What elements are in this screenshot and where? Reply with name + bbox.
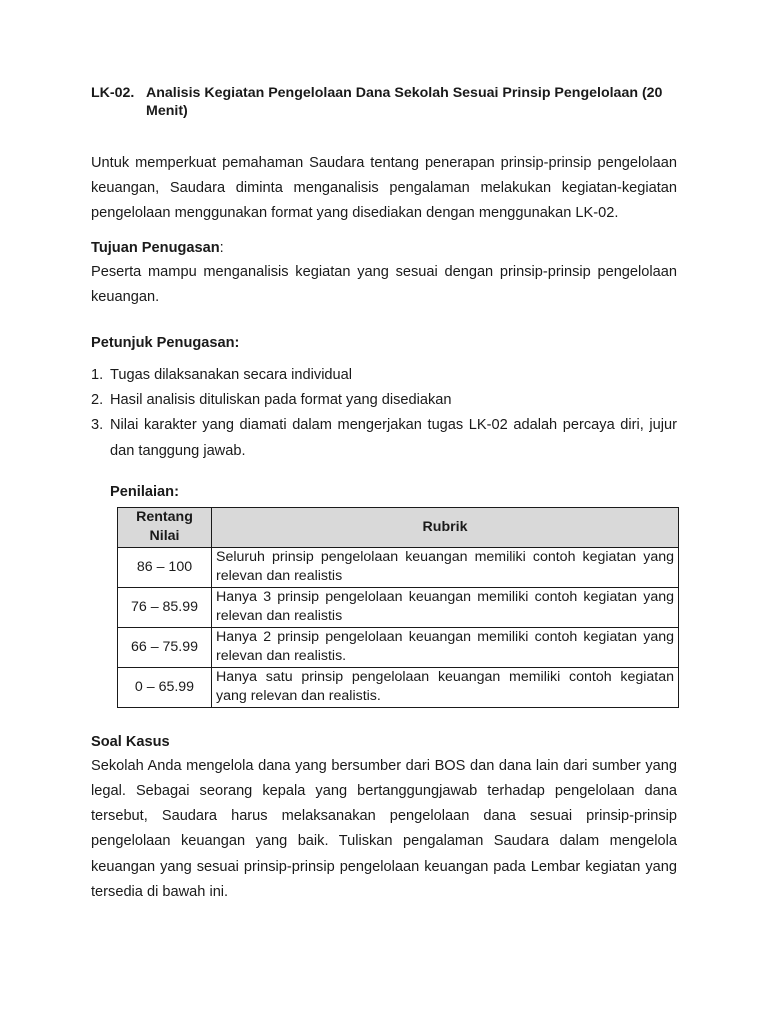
- tujuan-heading-colon: :: [219, 239, 224, 256]
- tujuan-heading-text: Tujuan Penugasan: [91, 239, 220, 256]
- petunjuk-heading: Petunjuk Penugasan:: [91, 335, 240, 352]
- penilaian-label: Penilaian:: [110, 483, 179, 500]
- list-item-text: Nilai karakter yang diamati dalam mengerjakan tugas LK-02 adalah percaya diri, jujur dan tanggung jawab.: [110, 417, 677, 459]
- header-rentang-nilai: Rentang Nilai: [118, 507, 212, 547]
- rubric-cell: Hanya 2 prinsip pengelolaan keuangan memiliki contoh kegiatan yang relevan dan realistis.: [212, 627, 679, 667]
- list-item-number: 1.: [91, 367, 104, 384]
- list-item-number: 3.: [91, 417, 104, 434]
- table-row: [118, 667, 679, 707]
- table-header-row: [118, 507, 679, 547]
- table-row: [118, 627, 679, 667]
- intro-paragraph: Untuk memperkuat pemahaman Saudara tentang penerapan prinsip-prinsip pengelolaan keuangan, Saudara diminta menganalisis pengalaman melakukan kegiatan-kegiatan pengelolaan menggunakan format yang disediakan dengan menggunakan LK-02.: [91, 155, 677, 222]
- soal-heading: Soal Kasus: [91, 733, 170, 750]
- range-cell: 86 – 100: [118, 547, 212, 587]
- list-item-number: 2.: [91, 392, 104, 409]
- rubric-cell: Seluruh prinsip pengelolaan keuangan memiliki contoh kegiatan yang relevan dan realistis: [212, 547, 679, 587]
- soal-paragraph: Sekolah Anda mengelola dana yang bersumber dari BOS dan dana lain dari sumber yang legal. Sebagai seorang kepala yang bertanggungjawab terhadap pengelolaan dana tersebut, Saudara harus melaksanakan pengelolaan dana sesuai prinsip-prinsip pengelolaan keuangan yang baik. Tuliskan pengalaman Saudara dalam mengelola keuangan yang sesuai prinsip-prinsip pengelolaan keuangan pada Lembar kegiatan yang tersedia di bawah ini.: [91, 757, 677, 900]
- document-page: [91, 84, 677, 905]
- range-cell: 0 – 65.99: [118, 667, 212, 707]
- range-cell: 76 – 85.99: [118, 587, 212, 627]
- table-row: [118, 587, 679, 627]
- header-rubrik: Rubrik: [212, 507, 679, 547]
- title-number: LK-02.: [91, 85, 135, 101]
- petunjuk-list: [91, 363, 677, 464]
- list-item-text: Tugas dilaksanakan secara individual: [110, 367, 353, 384]
- document-title: [91, 84, 677, 120]
- tujuan-heading: [91, 238, 677, 258]
- list-item: [91, 388, 677, 413]
- rubric-cell: Hanya satu prinsip pengelolaan keuangan memiliki contoh kegiatan yang relevan dan realistis.: [212, 667, 679, 707]
- list-item: [91, 363, 677, 388]
- list-item-text: Hasil analisis dituliskan pada format yang disediakan: [110, 392, 452, 409]
- table-row: [118, 547, 679, 587]
- list-item: [91, 413, 677, 463]
- rubric-table: [117, 507, 679, 708]
- range-cell: 66 – 75.99: [118, 627, 212, 667]
- title-text: Analisis Kegiatan Pengelolaan Dana Sekolah Sesuai Prinsip Pengelolaan (20 Menit): [146, 85, 663, 119]
- rubric-cell: Hanya 3 prinsip pengelolaan keuangan memiliki contoh kegiatan yang relevan dan realistis: [212, 587, 679, 627]
- tujuan-paragraph: Peserta mampu menganalisis kegiatan yang sesuai dengan prinsip-prinsip pengelolaan keuangan.: [91, 263, 677, 305]
